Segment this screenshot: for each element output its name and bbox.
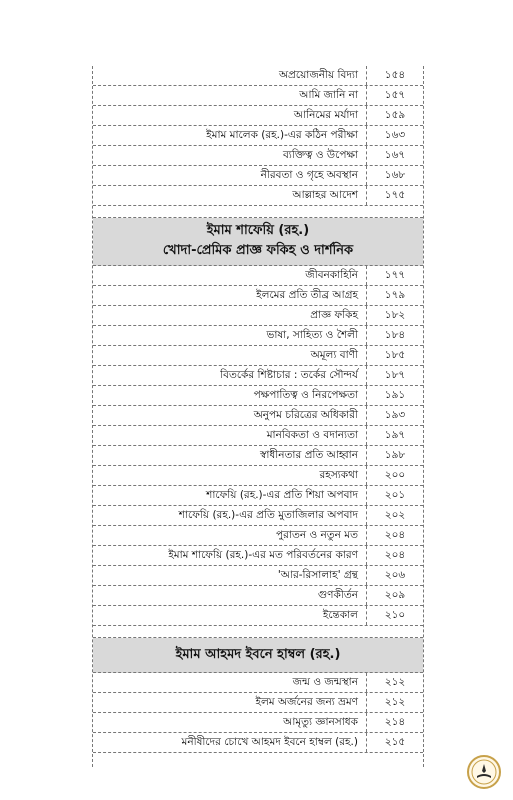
- toc-entry-page: ২১০: [384, 609, 406, 621]
- toc-entry-page: ১৫৯: [384, 109, 406, 121]
- toc-entry-title: বিতর্কের শিষ্টাচার : তর্কের সৌন্দর্য: [93, 366, 367, 385]
- toc-entry: [93, 326, 423, 346]
- toc-entry-title: আমৃত্যু জ্ঞানসাধক: [93, 713, 367, 732]
- toc-entry-title: আল্লাহর আদেশ: [93, 186, 367, 205]
- toc-tail: [93, 753, 423, 767]
- section-spacer: [93, 206, 423, 218]
- toc-group-imam-malik: [93, 66, 423, 206]
- toc-entry-title: স্বাধীনতার প্রতি আহ্বান: [93, 446, 367, 465]
- toc-entry-page: ২০৪: [384, 529, 406, 541]
- toc-entry: [93, 546, 423, 566]
- toc-entry-page: ১৮৪: [384, 329, 406, 341]
- table-of-contents: [92, 66, 424, 767]
- book-pen-icon: [469, 757, 499, 787]
- toc-group-imam-ahmad: [93, 673, 423, 753]
- section-title: ইমাম শাফেয়ি (রহ.): [206, 223, 310, 238]
- toc-entry-page: ১৯১: [384, 389, 406, 401]
- toc-entry-title: আনিমের মর্যাদা: [93, 106, 367, 125]
- toc-entry: [93, 66, 423, 86]
- toc-entry-title: ইলম অর্জনের জন্য ভ্রমণ: [93, 693, 367, 712]
- toc-entry: [93, 526, 423, 546]
- toc-entry-title: 'আর-রিসালাহ' গ্রন্থ: [93, 566, 367, 585]
- section-subtitle: খোদা-প্রেমিক প্রাজ্ঞ ফকিহ ও দার্শনিক: [162, 243, 354, 258]
- toc-entry-title: ভাষা, সাহিত্য ও শৈলী: [93, 326, 367, 345]
- toc-entry: [93, 693, 423, 713]
- toc-entry-title: গুণকীর্তন: [93, 586, 367, 605]
- toc-entry-title: ইমাম মালেক (রহ.)-এর কঠিন পরীক্ষা: [93, 126, 367, 145]
- toc-entry-page: ২০৪: [384, 549, 406, 561]
- toc-entry-page: ২১৪: [384, 716, 406, 728]
- toc-entry: [93, 166, 423, 186]
- toc-entry-page: ১৭৯: [384, 289, 406, 301]
- toc-entry: [93, 426, 423, 446]
- toc-entry-title: প্রাজ্ঞ ফকিহ: [93, 306, 367, 325]
- toc-entry: [93, 306, 423, 326]
- toc-entry-title: জন্ম ও জন্মস্থান: [93, 673, 367, 692]
- toc-entry: [93, 126, 423, 146]
- toc-entry: [93, 486, 423, 506]
- toc-entry-page: ১৬৮: [384, 169, 406, 181]
- toc-entry: [93, 673, 423, 693]
- toc-entry: [93, 606, 423, 626]
- toc-entry: [93, 106, 423, 126]
- toc-entry: [93, 146, 423, 166]
- toc-entry-title: আমি জানি না: [93, 86, 367, 105]
- toc-entry-page: ১৭৫: [384, 189, 406, 201]
- section-header-imam-ahmad: [93, 638, 423, 673]
- toc-entry-page: ১৯৩: [384, 409, 406, 421]
- section-spacer: [93, 626, 423, 638]
- toc-entry-page: ১৮৫: [384, 349, 406, 361]
- toc-entry: [93, 346, 423, 366]
- toc-entry-page: ১৬৩: [384, 129, 406, 141]
- toc-entry-title: জীবনকাহিনি: [93, 266, 367, 285]
- toc-entry-title: অমূল্য বাণী: [93, 346, 367, 365]
- toc-entry: [93, 366, 423, 386]
- toc-entry: [93, 466, 423, 486]
- toc-entry-title: ব্যক্তিত্ব ও উপেক্ষা: [93, 146, 367, 165]
- toc-entry-title: অপ্রয়োজনীয় বিদ্যা: [93, 66, 367, 85]
- toc-entry: [93, 506, 423, 526]
- toc-entry: [93, 286, 423, 306]
- toc-entry: [93, 186, 423, 206]
- toc-entry-page: ২০৬: [384, 569, 406, 581]
- toc-entry-title: পক্ষপাতিত্ব ও নিরপেক্ষতা: [93, 386, 367, 405]
- toc-entry: [93, 586, 423, 606]
- toc-entry: [93, 713, 423, 733]
- toc-entry: [93, 406, 423, 426]
- toc-entry-title: নীরবতা ও গৃহে অবস্থান: [93, 166, 367, 185]
- toc-entry-title: ইলমের প্রতি তীব্র আগ্রহ: [93, 286, 367, 305]
- toc-entry-page: ১৭৭: [384, 269, 406, 281]
- toc-entry-page: ১৫৭: [384, 89, 406, 101]
- toc-group-imam-shafii: [93, 266, 423, 626]
- toc-entry-title: ইন্তেকাল: [93, 606, 367, 625]
- toc-entry-page: ২১২: [384, 676, 406, 688]
- toc-entry-title: মানবিকতা ও বদান্যতা: [93, 426, 367, 445]
- toc-entry-page: ২০০: [384, 469, 406, 481]
- toc-entry-page: ১৯৭: [384, 429, 406, 441]
- toc-entry-title: শাফেয়ি (রহ.)-এর প্রতি মুতাজিলার অপবাদ: [93, 506, 367, 525]
- toc-entry-page: ১৬৭: [384, 149, 406, 161]
- toc-entry-page: ২১৫: [384, 736, 406, 748]
- toc-entry-page: ২০১: [384, 489, 406, 501]
- toc-entry: [93, 266, 423, 286]
- toc-entry-page: ২১২: [384, 696, 406, 708]
- section-title: ইমাম আহমদ ইবনে হাম্বল (রহ.): [175, 647, 341, 662]
- toc-entry: [93, 566, 423, 586]
- toc-entry-title: মনীষীদের চোখে আহমদ ইবনে হাম্বল (রহ.): [93, 733, 367, 752]
- toc-entry-title: পুরাতন ও নতুন মত: [93, 526, 367, 545]
- toc-entry: [93, 386, 423, 406]
- toc-entry: [93, 733, 423, 753]
- toc-entry-title: শাফেয়ি (রহ.)-এর প্রতি শিয়া অপবাদ: [93, 486, 367, 505]
- toc-entry-page: ২০৯: [384, 589, 406, 601]
- section-header-imam-shafii: [93, 218, 423, 266]
- toc-entry-title: রহস্যকথা: [93, 466, 367, 485]
- toc-entry: [93, 446, 423, 466]
- toc-entry-page: ২০২: [384, 509, 406, 521]
- toc-entry-page: ১৮৭: [384, 369, 406, 381]
- toc-entry-page: ১৫৪: [384, 69, 406, 81]
- toc-entry-page: ১৯৮: [384, 449, 406, 461]
- toc-entry-title: অনুপম চরিত্রের অধিকারী: [93, 406, 367, 425]
- toc-entry-title: ইমাম শাফেয়ি (রহ.)-এর মত পরিবর্তনের কারণ: [93, 546, 367, 565]
- toc-entry: [93, 86, 423, 106]
- toc-entry-page: ১৮২: [384, 309, 406, 321]
- publisher-logo: [467, 755, 501, 789]
